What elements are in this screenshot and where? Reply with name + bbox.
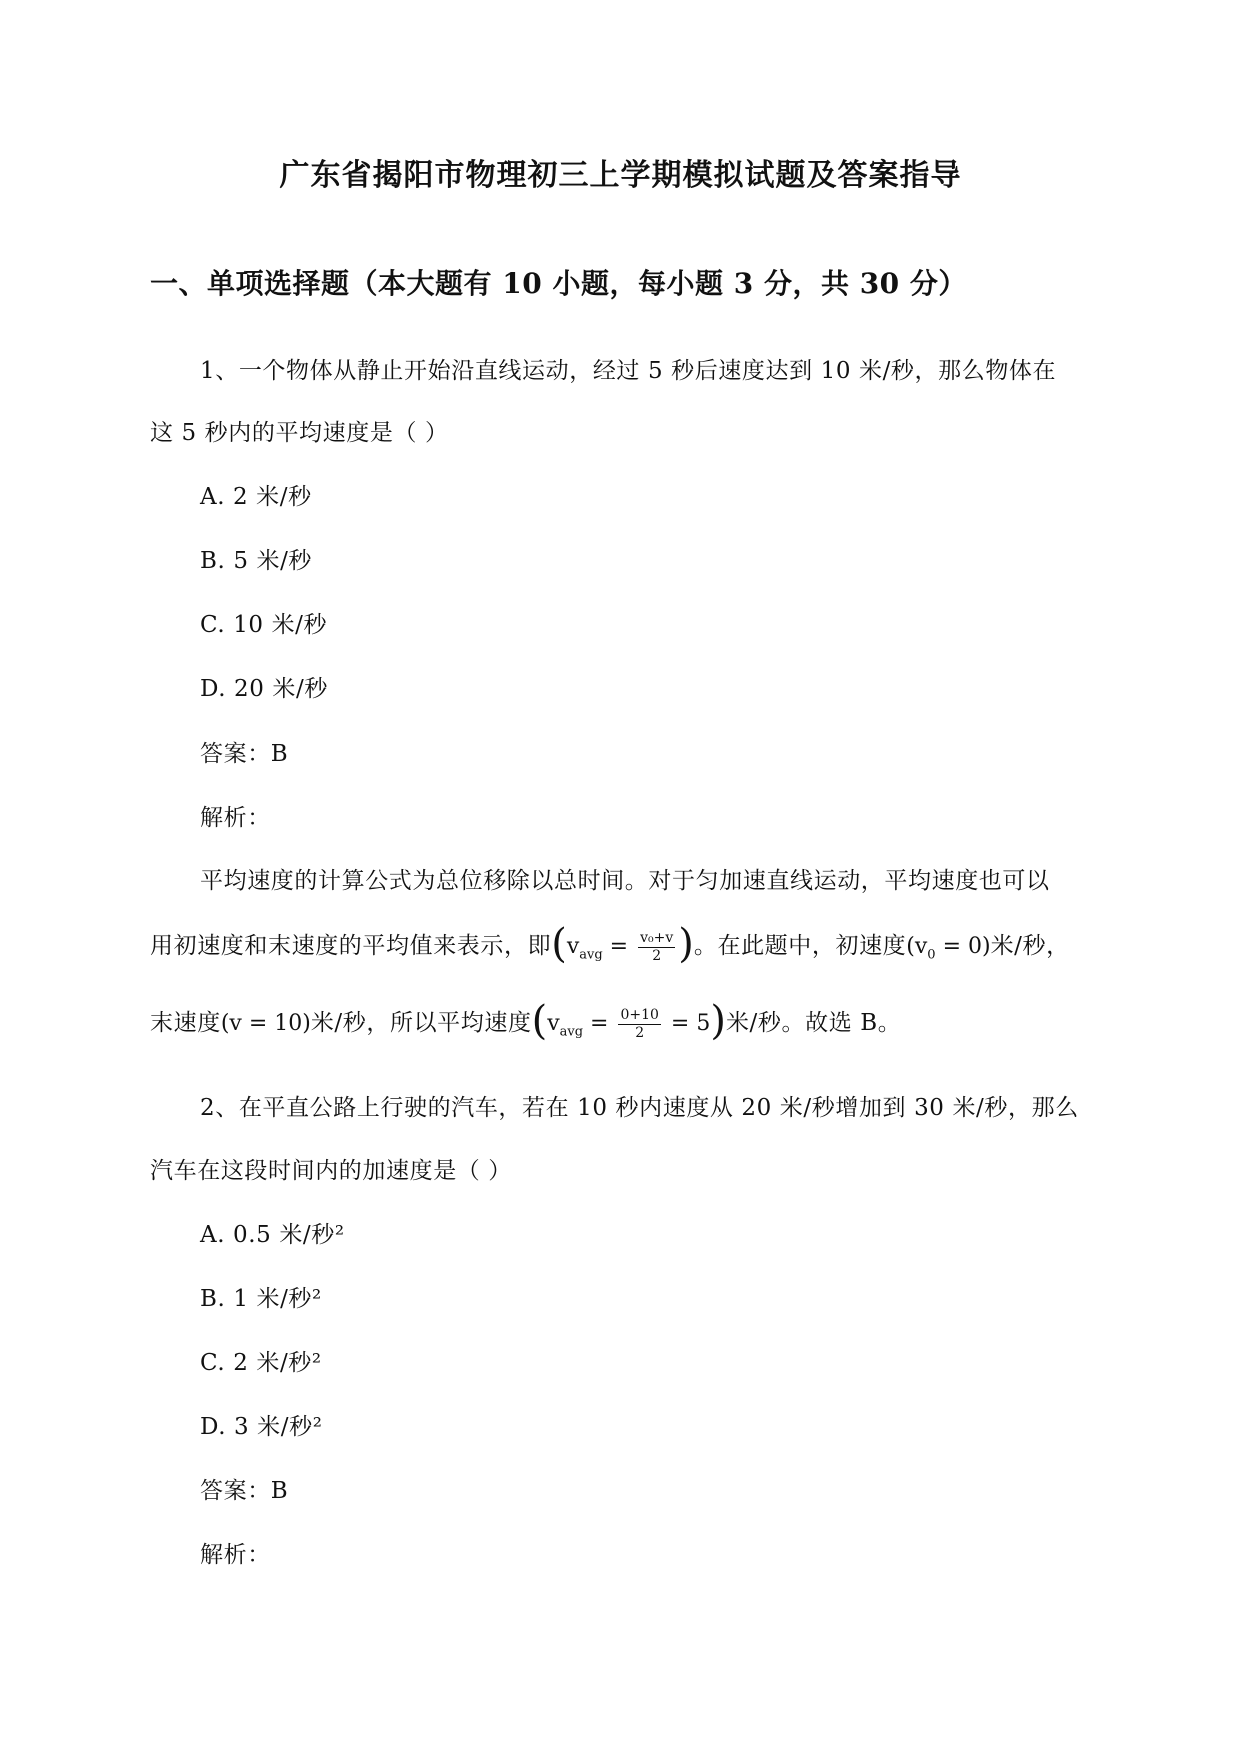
analysis-line-3-prefix: 末速度 — [150, 1010, 221, 1036]
average-velocity-formula: ($v_{avg}$ = $\frac{\text{v₀+v}}{2}$ ) — [551, 921, 694, 967]
question-1-analysis-line-1: 平均速度的计算公式为总位移除以总时间。对于匀加速直线运动，平均速度也可以 — [200, 868, 1050, 894]
question-1-analysis-label: 解析： — [200, 805, 271, 831]
question-1-analysis-line-2 — [150, 920, 1070, 967]
question-1-option-b: B. 5 米/秒 — [200, 548, 313, 574]
question-2-stem-line-2: 汽车在这段时间内的加速度是（ ） — [150, 1158, 512, 1184]
analysis-line-2-suffix: 米/秒， — [990, 933, 1070, 959]
question-2-option-a: A. 0.5 米/秒² — [200, 1222, 345, 1248]
analysis-line-3-suffix: 米/秒。故选 B。 — [725, 1010, 902, 1036]
question-1-option-c: C. 10 米/秒 — [200, 612, 328, 638]
question-2-answer: 答案：B — [200, 1478, 289, 1504]
analysis-line-2-middle: 。在此题中，初速度 — [693, 933, 907, 959]
average-velocity-calculation: ($v_{avg}$ = $\frac{0+10}{2}$ = 5) — [531, 998, 726, 1044]
question-2-option-d: D. 3 米/秒² — [200, 1414, 323, 1440]
question-1-analysis-line-3 — [150, 997, 902, 1044]
question-1-option-d: D. 20 米/秒 — [200, 676, 328, 702]
analysis-line-2-prefix: 用初速度和末速度的平均值来表示，即 — [150, 933, 552, 959]
question-1-stem-line-1: 1、一个物体从静止开始沿直线运动，经过 5 秒后速度达到 10 米/秒，那么物体在 — [200, 358, 1057, 384]
final-velocity-expression: (v = 10) — [220, 1011, 311, 1036]
initial-velocity-expression: $(v_0 = 0)$ — [906, 934, 991, 963]
question-2-stem-line-1: 2、在平直公路上行驶的汽车，若在 10 秒内速度从 20 米/秒增加到 30 米/秒，那么 — [200, 1095, 1079, 1121]
question-2-option-b: B. 1 米/秒² — [200, 1286, 322, 1312]
section-heading: 一、单项选择题（本大题有 10 小题，每小题 3 分，共 30 分） — [150, 267, 967, 300]
analysis-line-3-middle: 米/秒，所以平均速度 — [310, 1010, 532, 1036]
question-2-analysis-label: 解析： — [200, 1542, 271, 1568]
document-title: 广东省揭阳市物理初三上学期模拟试题及答案指导 — [279, 158, 962, 193]
question-2-option-c: C. 2 米/秒² — [200, 1350, 322, 1376]
question-1-option-a: A. 2 米/秒 — [200, 484, 312, 510]
question-1-answer: 答案：B — [200, 741, 289, 767]
question-1-stem-line-2: 这 5 秒内的平均速度是（ ） — [150, 420, 449, 446]
